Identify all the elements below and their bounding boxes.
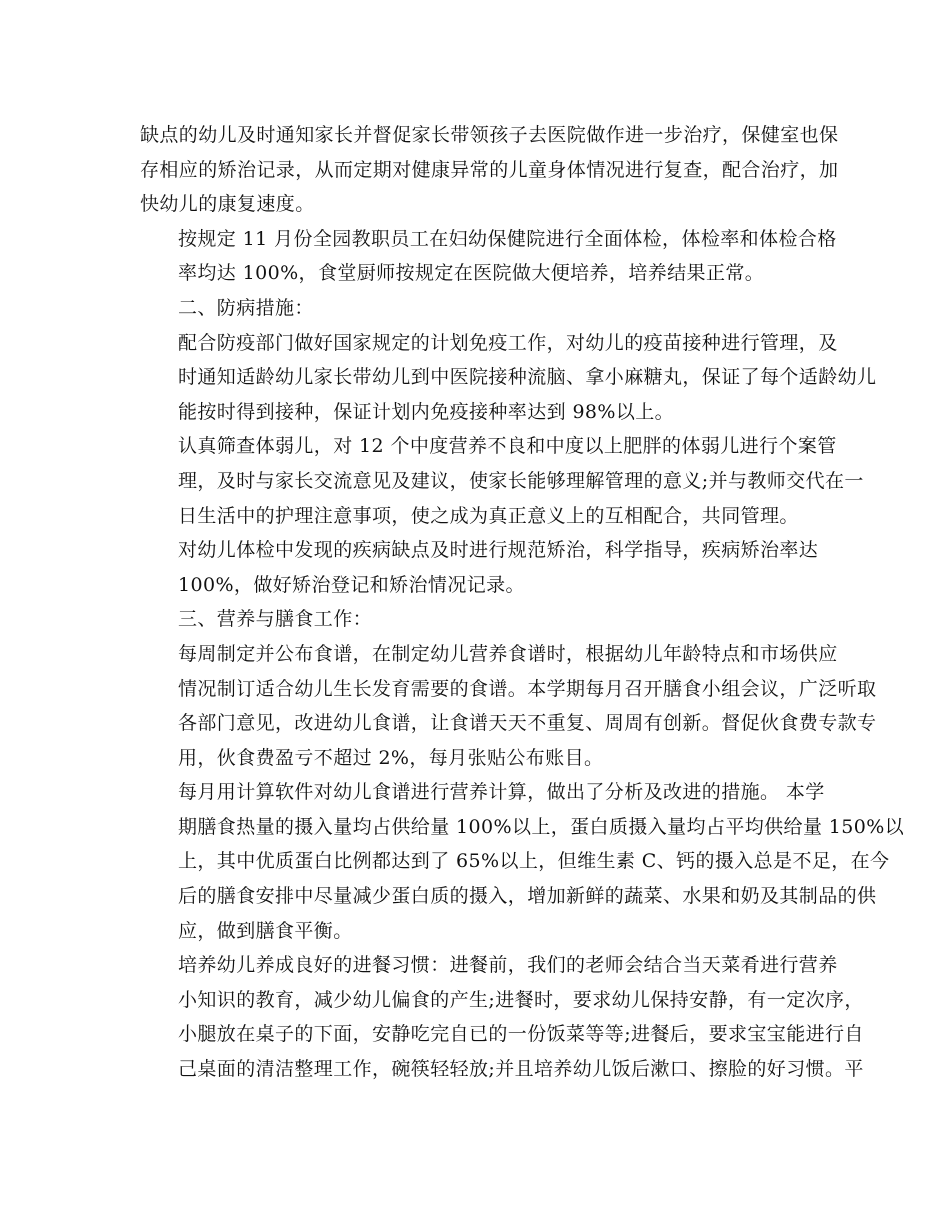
text-line: 各部门意见，改进幼儿食谱，让食谱天天不重复、周周有创新。督促伙食费专款专	[178, 712, 877, 735]
section-heading-nutrition	[140, 602, 812, 637]
text-line: 每月用计算软件对幼儿食谱进行营养计算，做出了分析及改进的措施。 本学	[178, 781, 825, 804]
text-line: 缺点的幼儿及时通知家长并督促家长带领孩子去医院做作进一步治疗，保健室也保	[140, 124, 839, 146]
text-line: 能按时得到接种，保证计划内免疫接种率达到 98%以上。	[178, 400, 675, 423]
text-line: 按规定 11 月份全园教职员工在妇幼保健院进行全面体检，体检率和体检合格	[178, 227, 837, 250]
text-line: 快幼儿的康复速度。	[140, 193, 315, 216]
text-line: 理，及时与家长交流意见及建议，使家长能够理解管理的意义;并与教师交代在一	[178, 469, 864, 492]
text-line: 情况制订适合幼儿生长发育需要的食谱。本学期每月召开膳食小组会议，广泛听取	[178, 677, 877, 700]
paragraph-nutrition-calculation	[140, 775, 905, 948]
section-heading: 三、营养与膳食工作：	[178, 608, 373, 631]
text-line: 用，伙食费盈亏不超过 2%，每月张贴公布账目。	[178, 746, 604, 769]
text-line: 培养幼儿养成良好的进餐习惯：进餐前，我们的老师会结合当天菜肴进行营养	[178, 954, 838, 977]
text-line: 率均达 100%，食堂厨师按规定在医院做大便培养，培养结果正常。	[178, 262, 765, 285]
text-line: 小腿放在桌子的下面，安静吃完自已的一份饭菜等等;进餐后，要求宝宝能进行自	[178, 1023, 864, 1046]
text-line: 认真筛查体弱儿，对 12 个中度营养不良和中度以上肥胖的体弱儿进行个案管	[178, 435, 837, 458]
text-line: 后的膳食安排中尽量减少蛋白质的摄入，增加新鲜的蔬菜、水果和奶及其制品的供	[178, 885, 877, 908]
text-line: 上，其中优质蛋白比例都达到了 65%以上，但维生素 C、钙的摄入总是不足，在今	[178, 850, 890, 873]
text-line: 每周制定并公布食谱，在制定幼儿营养食谱时，根据幼儿年龄特点和市场供应	[178, 642, 838, 665]
paragraph-followup-treatment	[140, 118, 839, 222]
paragraph-eating-habits	[140, 948, 864, 1086]
text-line: 对幼儿体检中发现的疾病缺点及时进行规范矫治，科学指导，疾病矫治率达	[178, 539, 819, 562]
document-body	[140, 118, 905, 1087]
text-line: 小知识的教育，减少幼儿偏食的产生;进餐时，要求幼儿保持安静，有一定次序，	[178, 988, 864, 1011]
paragraph-weak-children	[140, 429, 864, 533]
section-heading: 二、防病措施：	[178, 296, 314, 319]
text-line: 100%，做好矫治登记和矫治情况记录。	[178, 573, 525, 596]
text-line: 配合防疫部门做好国家规定的计划免疫工作，对幼儿的疫苗接种进行管理，及	[178, 331, 838, 354]
paragraph-staff-checkup	[140, 222, 837, 291]
paragraph-immunization	[140, 326, 877, 430]
section-heading-disease-prevention	[140, 291, 812, 326]
paragraph-correction-rate	[140, 533, 819, 602]
paragraph-weekly-menu	[140, 637, 877, 775]
text-line: 应，做到膳食平衡。	[178, 919, 353, 942]
text-line: 时通知适龄幼儿家长带幼儿到中医院接种流脑、拿小麻糖丸，保证了每个适龄幼儿	[178, 366, 877, 389]
text-line: 日生活中的护理注意事项，使之成为真正意义上的互相配合，共同管理。	[178, 504, 799, 527]
text-line: 期膳食热量的摄入量均占供给量 100%以上，蛋白质摄入量均占平均供给量 150%以	[178, 815, 905, 838]
text-line: 存相应的矫治记录，从而定期对健康异常的儿童身体情况进行复查，配合治疗，加	[140, 158, 839, 181]
text-line: 己桌面的清洁整理工作，碗筷轻轻放;并且培养幼儿饭后漱口、擦脸的好习惯。平	[178, 1058, 864, 1081]
